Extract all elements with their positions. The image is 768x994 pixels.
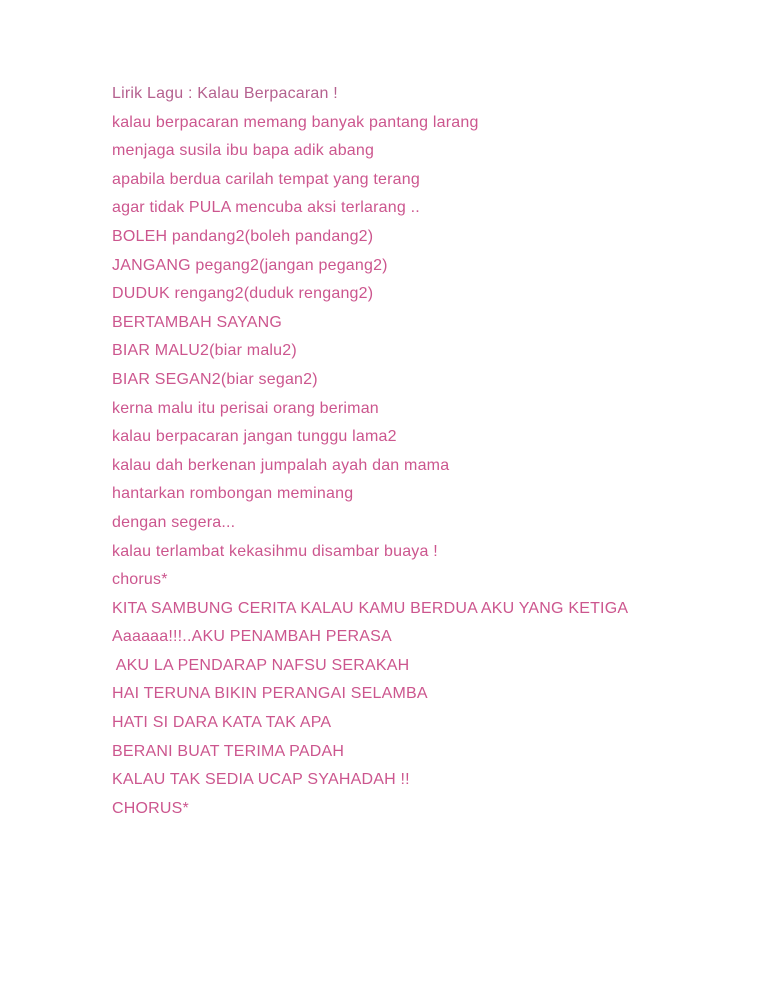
lyric-line: CHORUS* [112, 799, 189, 817]
lyric-line: BERTAMBAH SAYANG [112, 313, 283, 331]
lyric-line: Aaaaaa!!!..AKU PENAMBAH PERASA [112, 628, 392, 646]
lyric-line: kalau terlambat kekasihmu disambar buaya ! [112, 542, 438, 560]
lyric-line: KALAU TAK SEDIA UCAP SYAHADAH !! [112, 771, 410, 789]
lyric-line: BOLEH pandang2(boleh pandang2) [112, 227, 374, 245]
document-title-line: Lirik Lagu : Kalau Berpacaran ! [112, 85, 338, 102]
lyrics-text-block [112, 80, 728, 823]
lyric-line: JANGANG pegang2(jangan pegang2) [112, 256, 388, 274]
lyric-line: agar tidak PULA mencuba aksi terlarang .. [112, 199, 420, 217]
lyric-line: HATI SI DARA KATA TAK APA [112, 714, 332, 732]
lyric-line: KITA SAMBUNG CERITA KALAU KAMU BERDUA AKU YANG KETIGA [112, 599, 629, 617]
lyric-line: hantarkan rombongan meminang [112, 485, 354, 503]
lyric-line: kalau dah berkenan jumpalah ayah dan mama [112, 456, 450, 474]
lyric-line: apabila berdua carilah tempat yang terang [112, 170, 420, 188]
lyric-line: BIAR MALU2(biar malu2) [112, 342, 297, 360]
lyric-line: kalau berpacaran memang banyak pantang larang [112, 113, 479, 131]
lyric-line: kerna malu itu perisai orang beriman [112, 399, 379, 417]
lyric-line: chorus* [112, 571, 168, 589]
lyric-line: menjaga susila ibu bapa adik abang [112, 142, 375, 160]
lyric-line: BERANI BUAT TERIMA PADAH [112, 742, 345, 760]
lyric-line: DUDUK rengang2(duduk rengang2) [112, 285, 374, 303]
lyric-line: kalau berpacaran jangan tunggu lama2 [112, 428, 397, 446]
lyric-line: HAI TERUNA BIKIN PERANGAI SELAMBA [112, 685, 428, 703]
lyric-line: AKU LA PENDARAP NAFSU SERAKAH [112, 656, 410, 674]
lyric-line: BIAR SEGAN2(biar segan2) [112, 370, 318, 388]
lyric-line: dengan segera... [112, 513, 236, 531]
